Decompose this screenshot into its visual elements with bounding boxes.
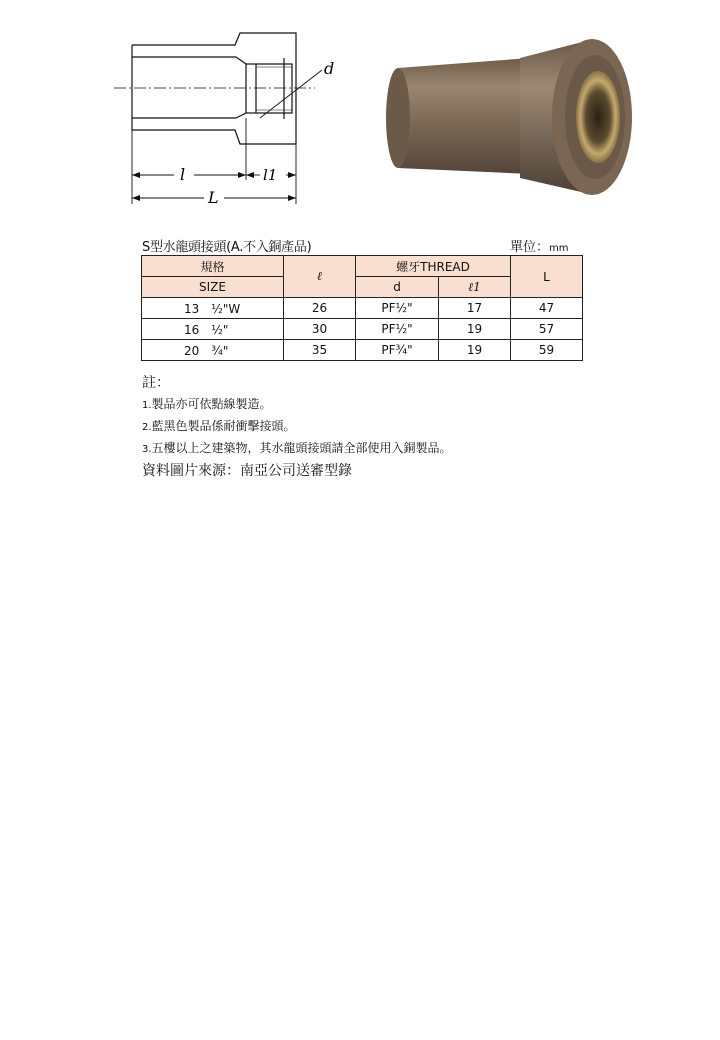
header-d: d <box>356 277 439 298</box>
cell-l: 30 <box>284 319 356 340</box>
cell-d: PF½" <box>356 298 439 319</box>
cell-L: 59 <box>511 340 583 361</box>
header-row <box>142 256 583 277</box>
header-size-zh: 規格 <box>142 256 284 277</box>
label-d: d <box>324 59 335 78</box>
cell-l1: 19 <box>439 340 511 361</box>
cell-size: 20 ¾" <box>142 340 284 361</box>
cell-l: 35 <box>284 340 356 361</box>
cell-l1: 19 <box>439 319 511 340</box>
note-item <box>142 416 452 438</box>
header-l: ℓ <box>284 256 356 298</box>
note-text: 五樓以上之建築物，其水龍頭接頭請全部使用入銅製品。 <box>151 441 452 455</box>
header-l1: ℓ1 <box>439 277 511 298</box>
notes-heading: 註： <box>142 375 170 391</box>
label-l1: l1 <box>263 166 278 184</box>
cell-d: PF¾" <box>356 340 439 361</box>
note-number: 3. <box>142 444 152 455</box>
notes <box>142 373 452 482</box>
note-item <box>142 438 452 460</box>
unit-label <box>510 236 569 255</box>
table-row <box>142 340 583 361</box>
label-L: L <box>208 188 219 207</box>
product-caption: S型水龍頭接頭(A.不入銅產品) <box>142 240 312 255</box>
technical-drawing <box>110 20 350 210</box>
header-size-en: SIZE <box>142 277 284 298</box>
cell-L: 57 <box>511 319 583 340</box>
table-row <box>142 298 583 319</box>
spec-table <box>141 255 583 361</box>
cell-l1: 17 <box>439 298 511 319</box>
cell-L: 47 <box>511 298 583 319</box>
note-item <box>142 394 452 416</box>
header-L: L <box>511 256 583 298</box>
unit-text: 單位： <box>510 240 550 255</box>
note-text: 製品亦可依點線製造。 <box>151 397 272 411</box>
note-number: 2. <box>142 422 152 433</box>
product-photo <box>370 28 640 198</box>
note-number: 1. <box>142 400 152 411</box>
source-note: 資料圖片來源：南亞公司送審型錄 <box>142 463 352 479</box>
unit-value: mm <box>549 243 569 254</box>
note-text: 藍黑色製品係耐衝擊接頭。 <box>151 419 296 433</box>
label-l: l <box>180 165 186 184</box>
cell-size: 13 ½"W <box>142 298 284 319</box>
cell-l: 26 <box>284 298 356 319</box>
cell-d: PF½" <box>356 319 439 340</box>
header-thread: 螺牙THREAD <box>356 256 511 277</box>
table-row <box>142 319 583 340</box>
cell-size: 16 ½" <box>142 319 284 340</box>
